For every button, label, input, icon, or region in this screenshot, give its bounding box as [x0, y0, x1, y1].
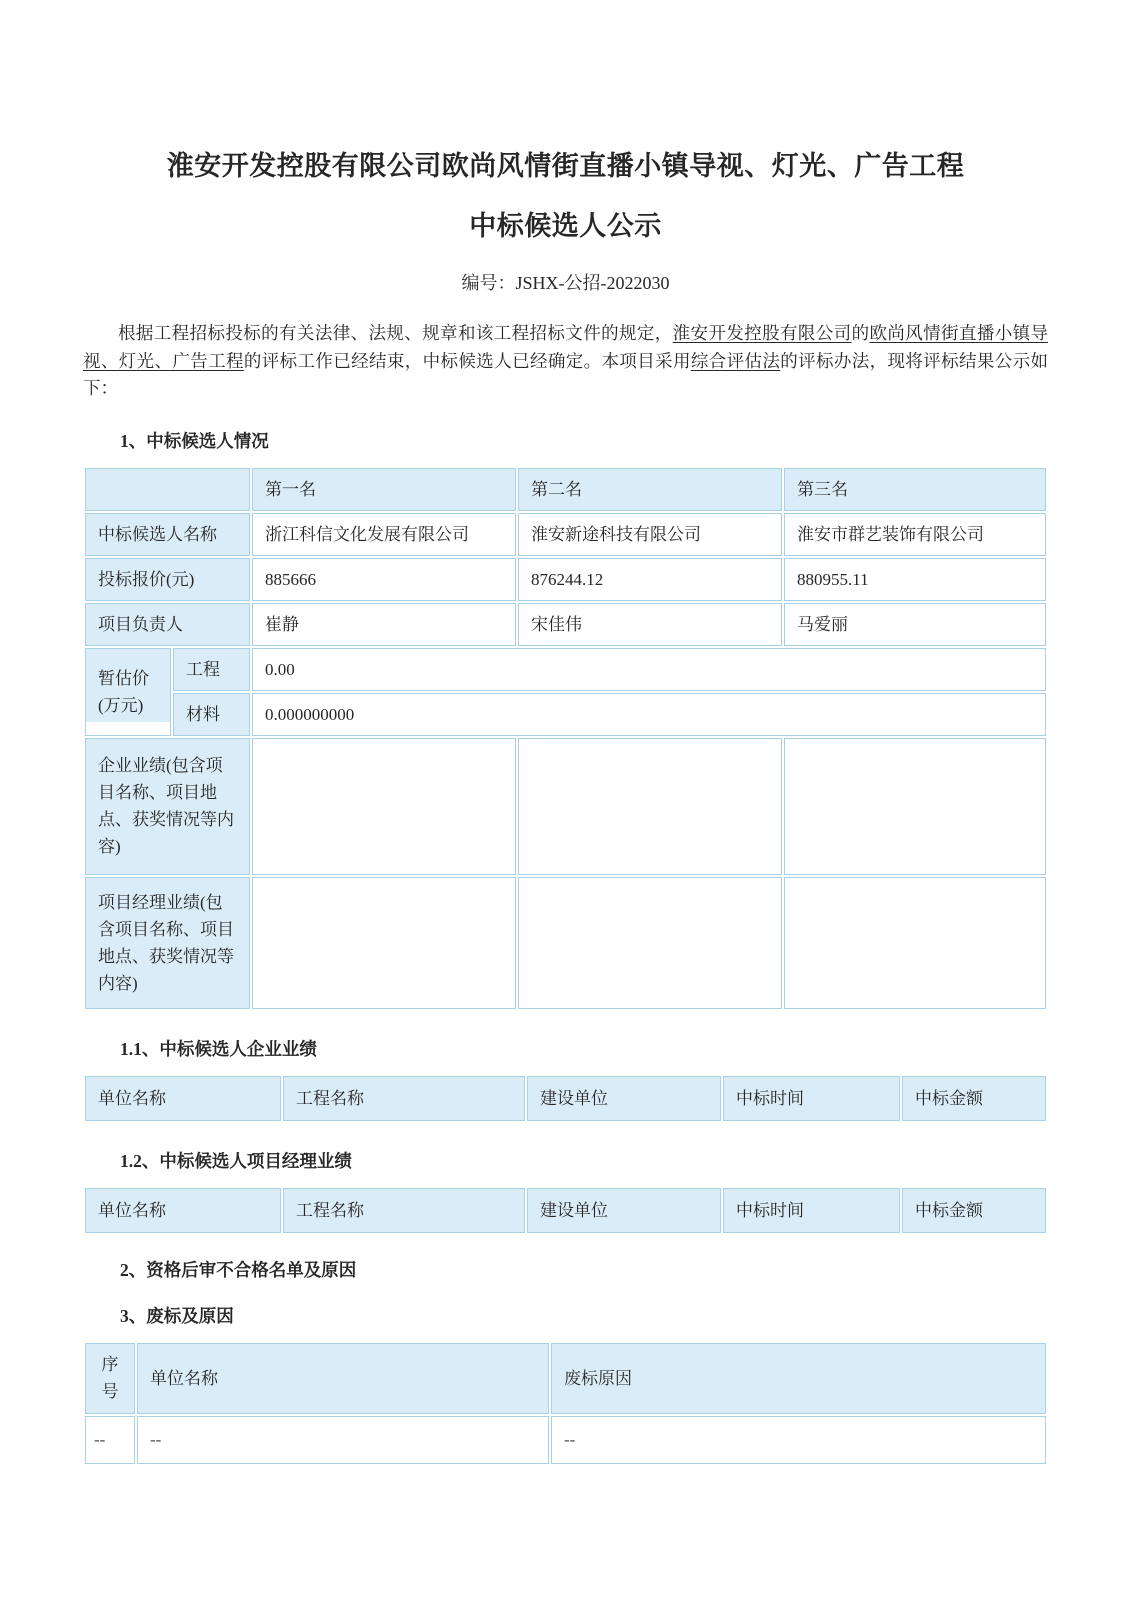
unit-name-header: 单位名称 [137, 1343, 549, 1414]
candidates-header-row [85, 468, 1046, 511]
intro-underlined-project: 欧尚风情街直播小镇导视、灯光、广告工程 [83, 323, 1049, 371]
unit-name-header: 单位名称 [85, 1076, 281, 1121]
intro-paragraph [83, 320, 1048, 403]
rank-2-header: 第二名 [518, 468, 782, 511]
rejected-bids-empty-row [85, 1416, 1046, 1464]
candidate-name-2: 淮安新途科技有限公司 [518, 513, 782, 556]
company-performance-2 [518, 738, 782, 875]
manager-performance-2 [518, 877, 782, 1009]
unit-name-header: 单位名称 [85, 1188, 281, 1233]
intro-underlined-method: 综合评估法 [690, 350, 781, 371]
construction-unit-header: 建设单位 [527, 1188, 721, 1233]
section-3-heading: 3、废标及原因 [120, 1305, 234, 1326]
provisional-engineering-label: 工程 [173, 648, 250, 691]
project-manager-2: 宋佳伟 [518, 603, 782, 646]
provisional-material-value: 0.000000000 [252, 693, 1046, 736]
rank-3-header: 第三名 [784, 468, 1046, 511]
company-performance-row [85, 738, 1046, 875]
intro-segment: 的 [851, 323, 870, 343]
candidate-name-row [85, 513, 1046, 556]
section-1-1-heading: 1.1、中标候选人企业业绩 [120, 1038, 317, 1059]
intro-segment: 的评标办法，现将评标结果公示如下： [83, 350, 1049, 398]
section-1-heading: 1、中标候选人情况 [120, 430, 269, 451]
intro-segment: 根据工程招标投标的有关法律、法规、规章和该工程招标文件的规定， [118, 323, 673, 343]
manager-performance-label: 项目经理业绩(包含项目名称、项目地点、获奖情况等内容) [85, 877, 250, 1009]
manager-performance-header-row [85, 1188, 1046, 1233]
bid-price-2: 876244.12 [518, 558, 782, 601]
manager-performance-row [85, 877, 1046, 1009]
unit-name-value: -- [137, 1416, 549, 1464]
candidate-name-1: 浙江科信文化发展有限公司 [252, 513, 516, 556]
company-performance-label: 企业业绩(包含项目名称、项目地点、获奖情况等内容) [85, 738, 250, 875]
project-manager-label: 项目负责人 [85, 603, 250, 646]
section-2-heading: 2、资格后审不合格名单及原因 [120, 1259, 357, 1280]
company-performance-table [83, 1074, 1048, 1123]
rejected-bids-table [83, 1341, 1048, 1466]
manager-performance-3 [784, 877, 1046, 1009]
corner-cell [85, 468, 250, 511]
intro-underlined-company: 淮安开发控股有限公司 [672, 323, 852, 343]
award-amount-header: 中标金额 [902, 1076, 1046, 1121]
rejected-bids-header-row [85, 1343, 1046, 1414]
section-1-2-heading: 1.2、中标候选人项目经理业绩 [120, 1150, 352, 1171]
project-manager-row [85, 603, 1046, 646]
company-performance-3 [784, 738, 1046, 875]
sequence-value: -- [85, 1416, 135, 1464]
candidate-name-3: 淮安市群艺装饰有限公司 [784, 513, 1046, 556]
bid-price-1: 885666 [252, 558, 516, 601]
rejection-reason-header: 废标原因 [551, 1343, 1046, 1414]
manager-performance-1 [252, 877, 516, 1009]
provisional-material-row [85, 693, 1046, 736]
provisional-price-label: 暂估价 (万元) [85, 648, 171, 736]
project-manager-1: 崔静 [252, 603, 516, 646]
provisional-material-label: 材料 [173, 693, 250, 736]
document-title-line1: 淮安开发控股有限公司欧尚风情街直播小镇导视、灯光、广告工程 [166, 151, 965, 181]
intro-segment: 的评标工作已经结束，中标候选人已经确定。本项目采用 [243, 350, 691, 371]
company-performance-header-row [85, 1076, 1046, 1121]
award-amount-header: 中标金额 [902, 1188, 1046, 1233]
rejection-reason-value: -- [551, 1416, 1046, 1464]
candidates-table [83, 466, 1048, 1011]
project-name-header: 工程名称 [283, 1076, 525, 1121]
company-performance-1 [252, 738, 516, 875]
provisional-engineering-row [85, 648, 1046, 691]
document-title-line2: 中标候选人公示 [469, 211, 662, 241]
provisional-engineering-value: 0.00 [252, 648, 1046, 691]
bid-price-label: 投标报价(元) [85, 558, 250, 601]
award-time-header: 中标时间 [723, 1076, 900, 1121]
bid-price-row [85, 558, 1046, 601]
rank-1-header: 第一名 [252, 468, 516, 511]
manager-performance-table [83, 1186, 1048, 1235]
project-name-header: 工程名称 [283, 1188, 525, 1233]
sequence-header: 序号 [85, 1343, 135, 1414]
award-time-header: 中标时间 [723, 1188, 900, 1233]
document-number: 编号：JSHX-公招-2022030 [461, 273, 670, 293]
candidate-name-label: 中标候选人名称 [85, 513, 250, 556]
construction-unit-header: 建设单位 [527, 1076, 721, 1121]
bid-price-3: 880955.11 [784, 558, 1046, 601]
project-manager-3: 马爱丽 [784, 603, 1046, 646]
